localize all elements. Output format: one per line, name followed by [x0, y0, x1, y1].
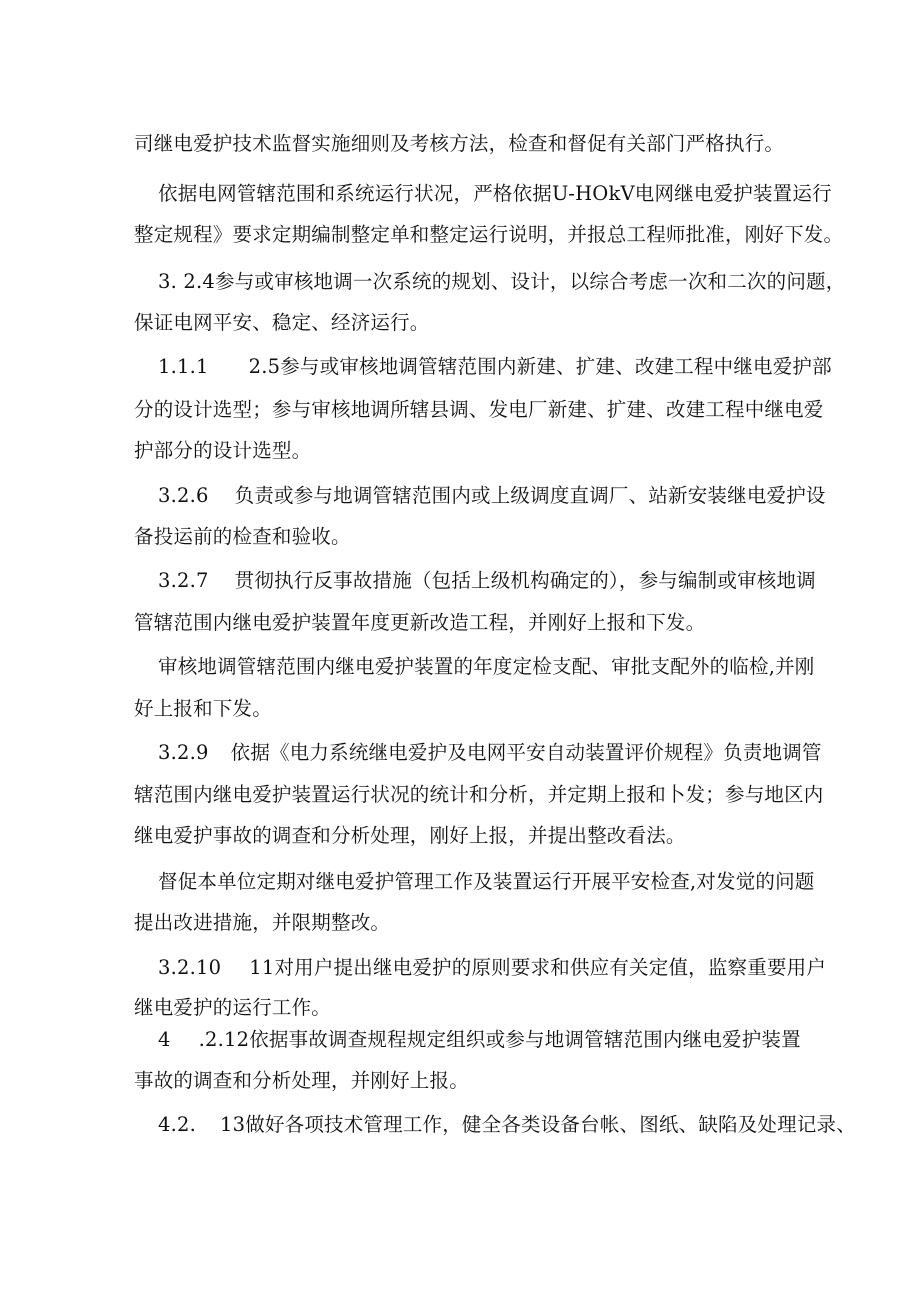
text-line: 3. 2.4参与或审核地调一次系统的规划、设计，以综合考虑一次和二次的问题， — [158, 270, 846, 293]
section-number: 1.1.1 — [158, 355, 209, 378]
text-line: 保证电网平安、稳定、经济运行。 — [134, 311, 430, 334]
text-line: 继电爱护的运行工作。 — [134, 996, 332, 1019]
numbered-line — [158, 483, 826, 509]
text-line: 分的设计选型；参与审核地调所辖县调、发电厂新建、扩建、改建工程中继电爱 — [134, 398, 824, 421]
line-text: 13做好各项技术管理工作，健全各类设备台帐、图纸、缺陷及处理记录、 — [220, 1113, 856, 1136]
line-text: 负责或参与地调管辖范围内或上级调度直调厂、站新安装继电爱护设 — [234, 484, 826, 507]
text-line: 督促本单位定期对继电爱护管理工作及装置运行开展平安检查,对发觉的问题 — [158, 870, 815, 893]
line-text: 2.5参与或审核地调管辖范围内新建、扩建、改建工程中继电爱护部 — [248, 355, 832, 378]
section-number: 3.2.7 — [158, 569, 209, 592]
numbered-line — [158, 354, 832, 380]
text-line: 司继电爱护技术监督实施细则及考核方法，检查和督促有关部门严格执行。 — [134, 132, 785, 155]
numbered-line — [158, 955, 826, 981]
line-text: .2.12依据事故调查规程规定组织或参与地调管辖范围内继电爱护装置 — [198, 1028, 801, 1051]
text-line: 备投运前的检查和验收。 — [134, 525, 351, 548]
section-number: 3.2.10 — [158, 956, 222, 979]
numbered-line — [158, 1112, 856, 1138]
text-line: 依据电网管辖范围和系统运行状况，严格依据U-HOkV电网继电爱护装置运行 — [158, 182, 832, 205]
text-line: 事故的调查和分析处理，并刚好上报。 — [134, 1069, 469, 1092]
numbered-line — [158, 1027, 801, 1053]
text-line: 管辖范围内继电爱护装置年度更新改造工程，并刚好上报和下发。 — [134, 611, 706, 634]
line-text: 11对用户提出继电爱护的原则要求和供应有关定值，监察重要用户 — [249, 956, 827, 979]
section-number: 3.2.9 — [158, 741, 209, 764]
text-line: 护部分的设计选型。 — [134, 439, 312, 462]
text-line: 提出改进措施，并限期整改。 — [134, 911, 391, 934]
text-line: 继电爱护事故的调查和分析处理，刚好上报，并提出整改看法。 — [134, 824, 686, 847]
numbered-line — [158, 568, 816, 594]
section-number: 4 — [158, 1028, 171, 1051]
section-number: 4.2. — [158, 1113, 197, 1136]
text-line: 辖范围内继电爱护装置运行状况的统计和分析，并定期上报和卜发；参与地区内 — [134, 783, 824, 806]
line-text: 贯彻执行反事故措施（包括上级机构确定的），参与编制或审核地调 — [234, 569, 816, 592]
text-line: 整定规程》要求定期编制整定单和整定运行说明，并报总工程师批准，刚好下发。 — [134, 223, 844, 246]
numbered-line — [158, 740, 822, 766]
text-line: 好上报和下发。 — [134, 697, 272, 720]
text-line: 审核地调管辖范围内继电爱护装置的年度定检支配、审批支配外的临检,并刚 — [158, 655, 815, 678]
section-number: 3.2.6 — [158, 484, 209, 507]
line-text: 依据《电力系统继电爱护及电网平安自动装置评价规程》负责地调管 — [230, 741, 822, 764]
